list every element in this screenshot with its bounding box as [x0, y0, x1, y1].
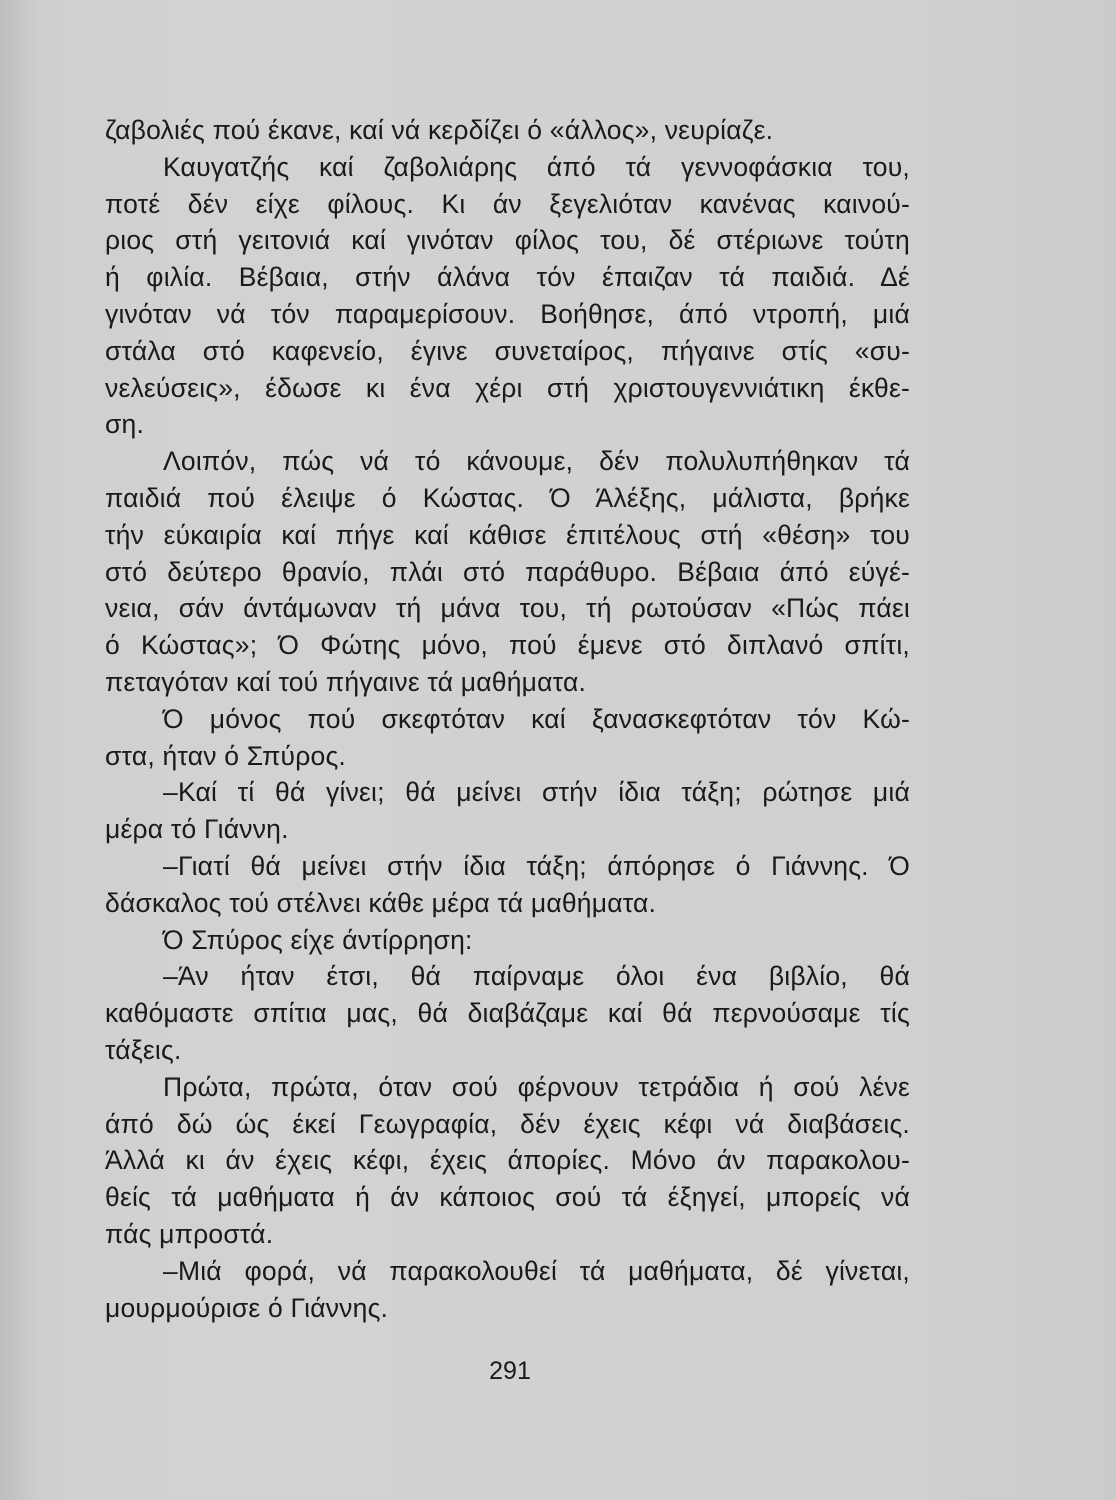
- text-line: παιδιά πού έλειψε ό Κώστας. Ό Άλέξης, μάλιστα, βρήκε: [105, 482, 910, 513]
- text-line: –Άν ήταν έτσι, θά παίρναμε όλοι ένα βιβλίο, θά: [163, 961, 910, 992]
- text-line: ση.: [105, 409, 145, 440]
- text-line: Καυγατζής καί ζαβολιάρης άπό τά γεννοφάσκια του,: [163, 151, 910, 182]
- text-line: ποτέ δέν είχε φίλους. Κι άν ξεγελιόταν κανένας καινού-: [105, 188, 910, 219]
- text-line: πάς μπροστά.: [105, 1218, 274, 1249]
- text-line: στό δεύτερο θρανίο, πλάι στό παράθυρο. Βέβαια άπό εύγέ-: [105, 556, 910, 587]
- text-line: πεταγόταν καί τού πήγαινε τά μαθήματα.: [105, 666, 587, 697]
- page-number: 291: [489, 1357, 531, 1385]
- text-line: θείς τά μαθήματα ή άν κάποιος σού τά έξηγεί, μπορείς νά: [105, 1182, 910, 1213]
- text-line: καθόμαστε σπίτια μας, θά διαβάζαμε καί θά περνούσαμε τίς: [105, 998, 910, 1029]
- text-line: ριος στή γειτονιά καί γινόταν φίλος του, δέ στέριωνε τούτη: [105, 225, 910, 256]
- text-line: Πρώτα, πρώτα, όταν σού φέρνουν τετράδια ή σού λένε: [163, 1071, 910, 1102]
- text-line: Ό Σπύρος είχε άντίρρηση:: [163, 924, 473, 955]
- text-line: ό Κώστας»; Ό Φώτης μόνο, πού έμενε στό διπλανό σπίτι,: [105, 630, 910, 661]
- text-line: νελεύσεις», έδωσε κι ένα χέρι στή χριστουγεννιάτικη έκθε-: [105, 372, 910, 403]
- text-line: Λοιπόν, πώς νά τό κάνουμε, δέν πολυλυπήθηκαν τά: [163, 446, 910, 477]
- text-line: μουρμούρισε ό Γιάννης.: [105, 1292, 389, 1323]
- text-line: στάλα στό καφενείο, έγινε συνεταίρος, πήγαινε στίς «συ-: [105, 335, 910, 366]
- text-line: γινόταν νά τόν παραμερίσουν. Βοήθησε, άπό ντροπή, μιά: [105, 298, 910, 329]
- text-line: νεια, σάν άντάμωναν τή μάνα του, τή ρωτούσαν «Πώς πάει: [105, 593, 910, 624]
- text-line: –Καί τί θά γίνει; θά μείνει στήν ίδια τάξη; ρώτησε μιά: [163, 777, 910, 808]
- text-line: άπό δώ ώς έκεί Γεωγραφία, δέν έχεις κέφι νά διαβάσεις.: [105, 1108, 910, 1139]
- text-line: –Μιά φορά, νά παρακολουθεί τά μαθήματα, δέ γίνεται,: [163, 1255, 910, 1286]
- body-text: [105, 112, 910, 1326]
- text-line: τήν εύκαιρία καί πήγε καί κάθισε έπιτέλους στή «θέση» του: [105, 519, 910, 550]
- text-line: ζαβολιές πού έκανε, καί νά κερδίζει ό «άλλος», νευρίαζε.: [105, 115, 774, 145]
- text-line: ή φιλία. Βέβαια, στήν άλάνα τόν έπαιζαν τά παιδιά. Δέ: [105, 262, 910, 293]
- text-line: –Γιατί θά μείνει στήν ίδια τάξη; άπόρησε ό Γιάννης. Ό: [163, 850, 910, 881]
- text-line: στα, ήταν ό Σπύρος.: [105, 740, 346, 771]
- text-line: Άλλά κι άν έχεις κέφι, έχεις άπορίες. Μόνο άν παρακολου-: [105, 1145, 910, 1176]
- text-line: μέρα τό Γιάννη.: [105, 814, 289, 845]
- text-line: τάξεις.: [105, 1034, 182, 1065]
- text-line: δάσκαλος τού στέλνει κάθε μέρα τά μαθήματα.: [105, 887, 657, 918]
- text-line: Ό μόνος πού σκεφτόταν καί ξανασκεφτόταν τόν Κώ-: [163, 703, 910, 734]
